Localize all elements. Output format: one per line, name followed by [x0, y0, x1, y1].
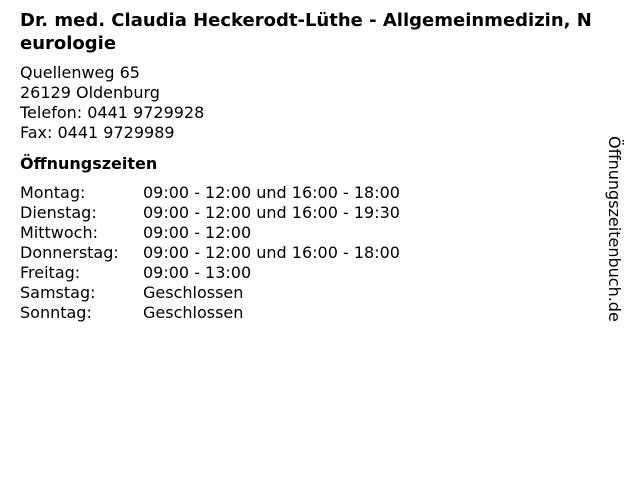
site-watermark: Öffnungszeitenbuch.de	[605, 136, 624, 322]
street-address: Quellenweg 65	[20, 63, 140, 82]
hours-row-tuesday	[20, 203, 600, 223]
hours-row-sunday	[20, 303, 600, 323]
day-label: Mittwoch:	[20, 223, 98, 242]
hours-row-monday	[20, 183, 600, 203]
day-hours: Geschlossen	[143, 303, 244, 322]
day-label: Montag:	[20, 183, 86, 202]
day-label: Donnerstag:	[20, 243, 119, 262]
day-hours: 09:00 - 12:00 und 16:00 - 18:00	[143, 243, 400, 262]
practice-card	[20, 9, 600, 323]
phone-number: Telefon: 0441 9729928	[20, 103, 205, 122]
day-hours: 09:00 - 13:00	[143, 263, 252, 282]
hours-row-thursday	[20, 243, 600, 263]
hours-row-saturday	[20, 283, 600, 303]
day-label: Sonntag:	[20, 303, 92, 322]
practice-title: Dr. med. Claudia Heckerodt-Lüthe - Allgemeinmedizin, Neurologie	[20, 10, 592, 54]
opening-hours-heading: Öffnungszeiten	[20, 154, 158, 173]
fax-number: Fax: 0441 9729989	[20, 123, 175, 142]
city-postcode: 26129 Oldenburg	[20, 83, 160, 102]
day-hours: 09:00 - 12:00 und 16:00 - 18:00	[143, 183, 400, 202]
day-label: Samstag:	[20, 283, 96, 302]
day-hours: 09:00 - 12:00 und 16:00 - 19:30	[143, 203, 400, 222]
day-label: Freitag:	[20, 263, 81, 282]
day-label: Dienstag:	[20, 203, 97, 222]
hours-row-wednesday	[20, 223, 600, 243]
opening-hours-table	[20, 183, 600, 323]
hours-row-friday	[20, 263, 600, 283]
day-hours: 09:00 - 12:00	[143, 223, 252, 242]
day-hours: Geschlossen	[143, 283, 244, 302]
address-block	[20, 63, 600, 143]
